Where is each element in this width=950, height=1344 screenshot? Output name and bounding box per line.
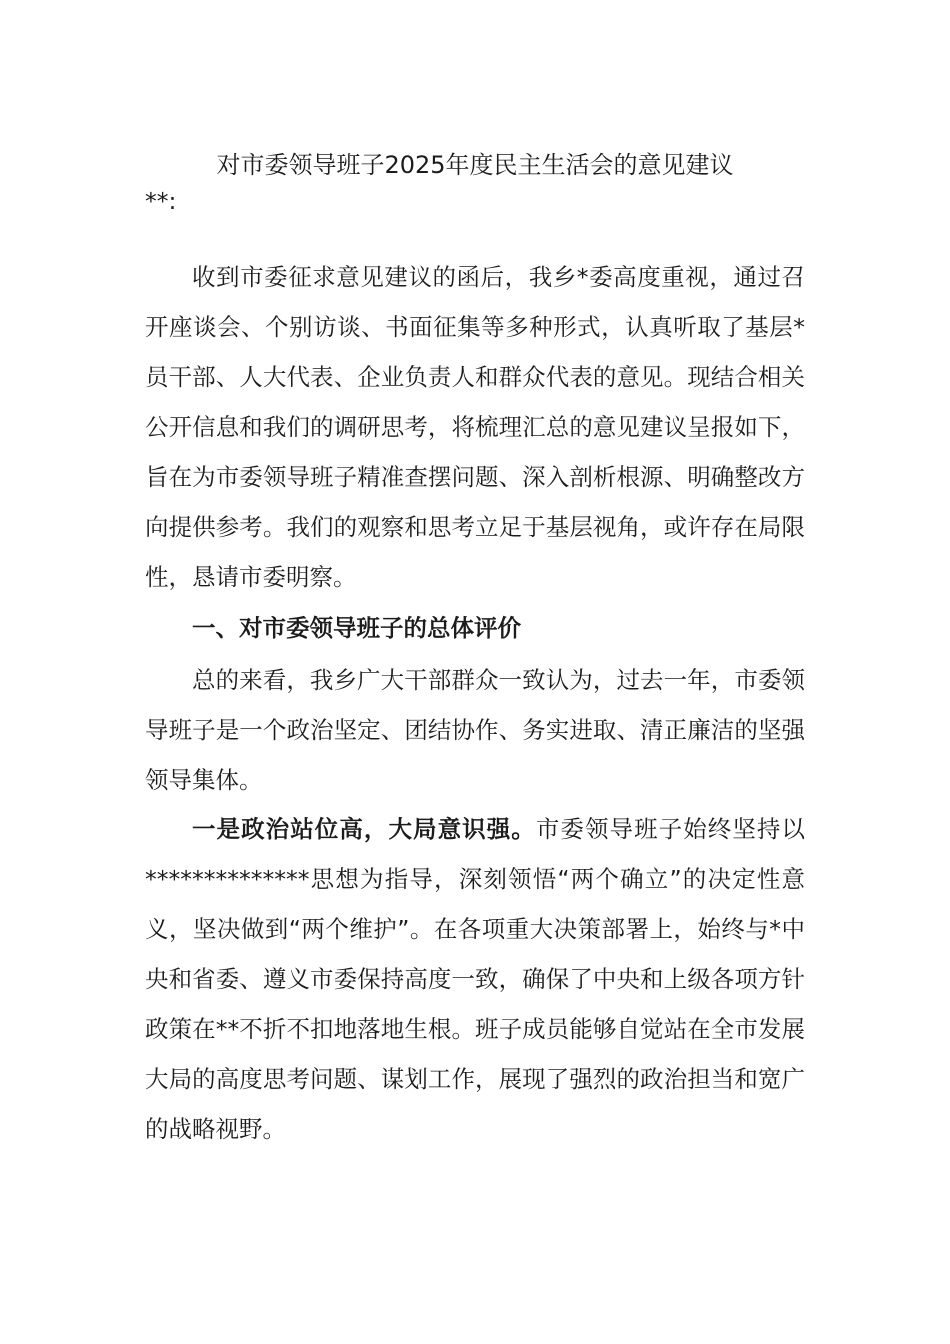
paragraph-lead-phrase: 一是政治站位高，大局意识强。 (192, 815, 536, 843)
paragraph-body-text: 市委领导班子始终坚持以**************思想为指导，深刻领悟“两个确立”的决定性意义，坚决做到“两个维护”。在各项重大决策部署上，始终与*中央和省委、遵义市委保持高度一致，确保了中央和上级各项方针政策在**不折不扣地落地生根。班子成员能够自觉站在全市发展大局的高度思考问题、谋划工作，展现了强烈的政治担当和宽广的战略视野。 (145, 815, 805, 1143)
document-title: 对市委领导班子2025年度民主生活会的意见建议 (216, 151, 734, 179)
section-heading-overall-evaluation: 一、对市委领导班子的总体评价 (192, 614, 521, 642)
paragraph-political-stance (145, 804, 805, 1154)
salutation: **: (145, 187, 177, 215)
paragraph-overall-evaluation: 总的来看，我乡广大干部群众一致认为，过去一年，市委领导班子是一个政治坚定、团结协作、务实进取、清正廉洁的坚强领导集体。 (145, 666, 805, 794)
paragraph-intro: 收到市委征求意见建议的函后，我乡*委高度重视，通过召开座谈会、个别访谈、书面征集等多种形式，认真听取了基层*员干部、人大代表、企业负责人和群众代表的意见。现结合相关公开信息和我们的调研思考，将梳理汇总的意见建议呈报如下，旨在为市委领导班子精准查摆问题、深入剖析根源、明确整改方向提供参考。我们的观察和思考立足于基层视角，或许存在局限性，恳请市委明察。 (145, 263, 805, 591)
